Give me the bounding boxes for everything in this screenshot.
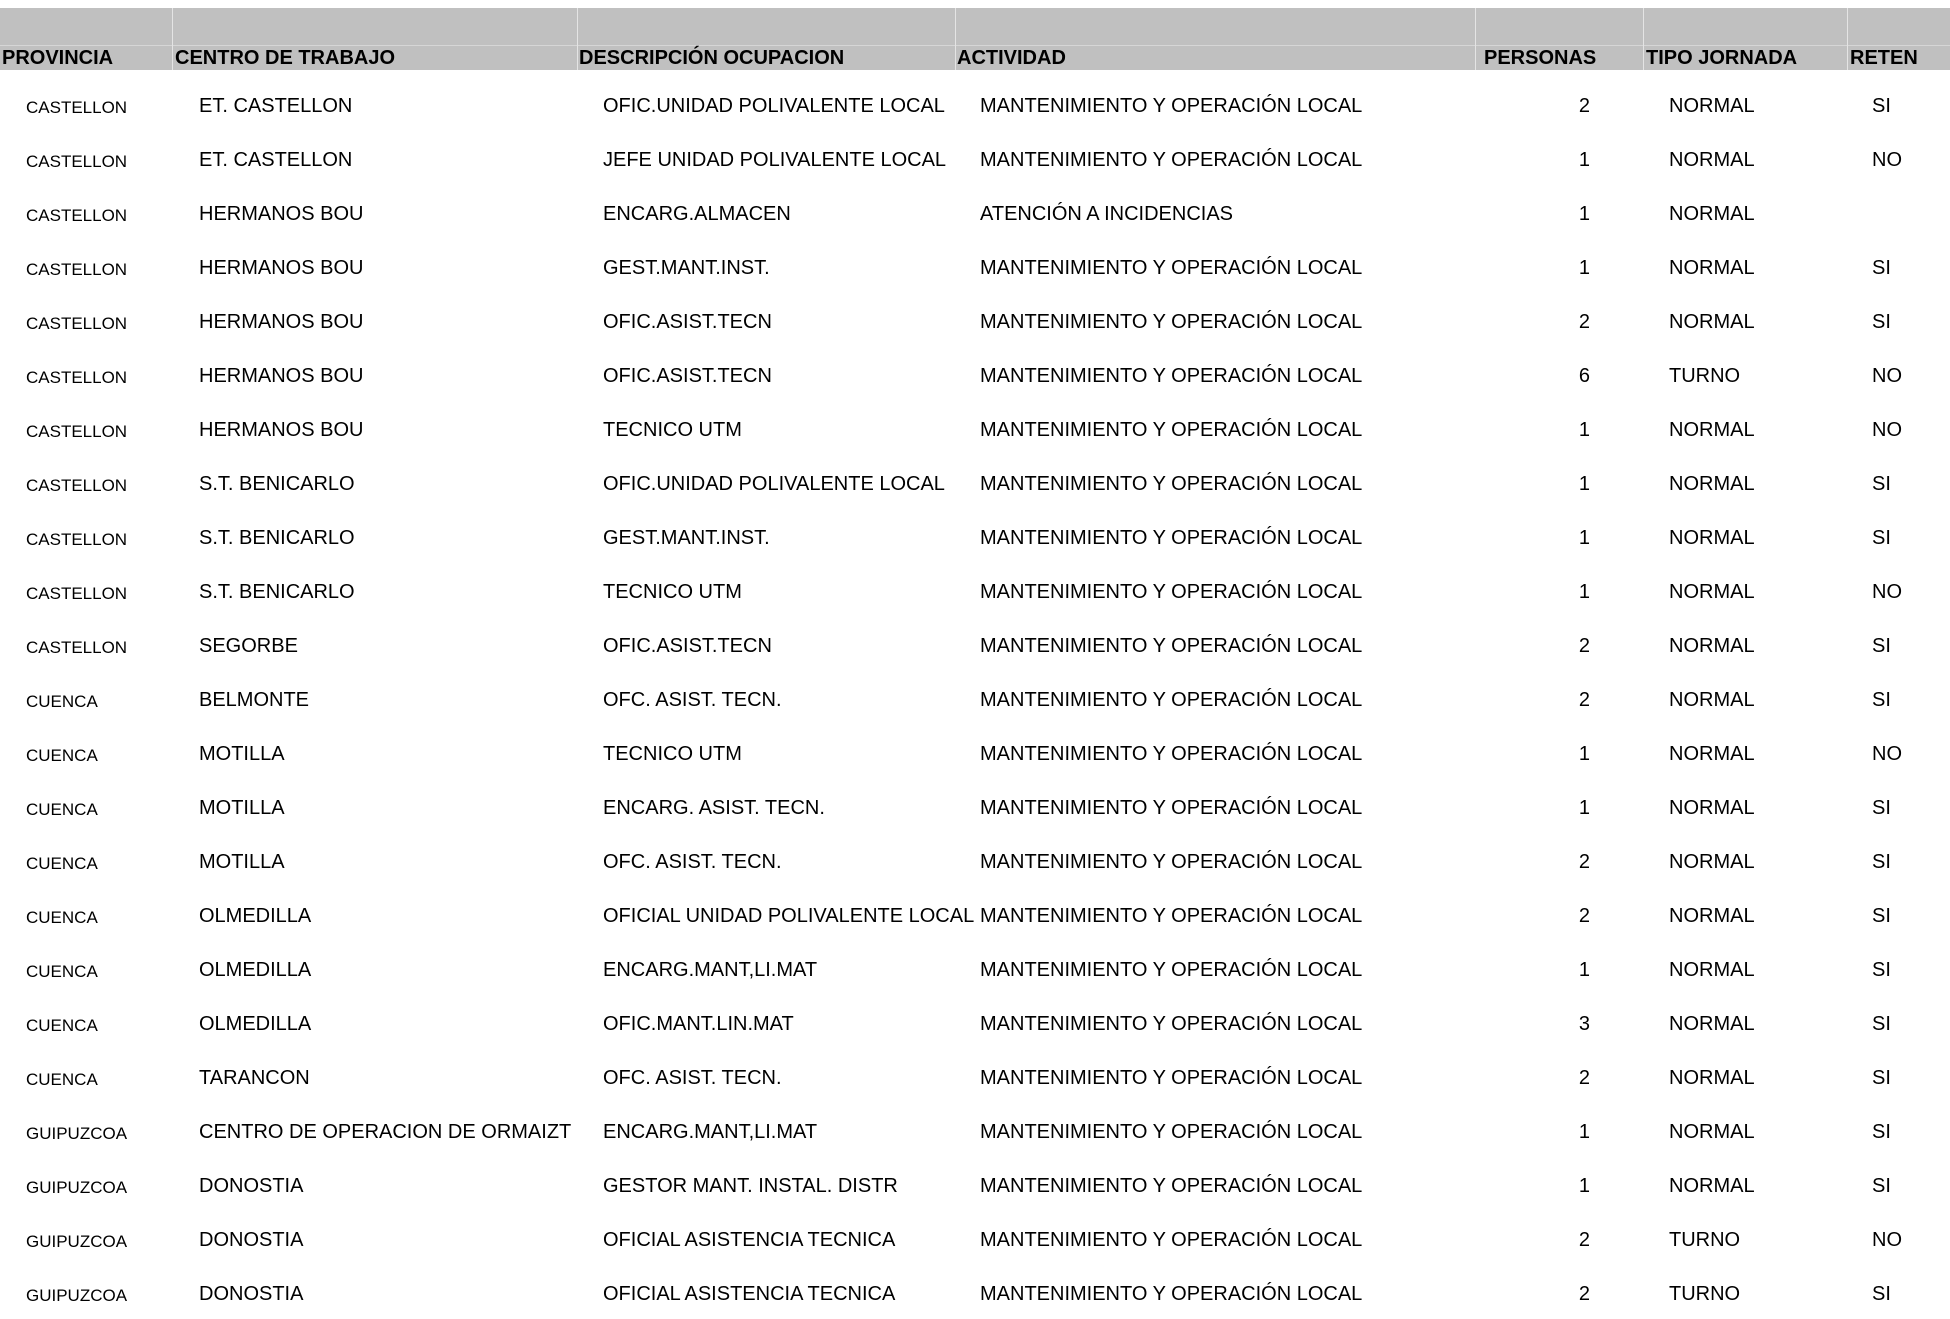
table-row: [0, 619, 1950, 673]
column-divider: [577, 8, 578, 70]
cell-actividad[interactable]: MANTENIMIENTO Y OPERACIÓN LOCAL: [980, 418, 1363, 441]
cell-personas[interactable]: 1: [1578, 742, 1590, 765]
cell-reten[interactable]: SI: [1872, 1282, 1891, 1305]
cell-reten[interactable]: SI: [1872, 256, 1891, 279]
cell-actividad[interactable]: MANTENIMIENTO Y OPERACIÓN LOCAL: [980, 958, 1363, 981]
cell-actividad[interactable]: MANTENIMIENTO Y OPERACIÓN LOCAL: [980, 1120, 1363, 1143]
cell-descripcion-ocupacion[interactable]: GESTOR MANT. INSTAL. DISTR: [603, 1175, 898, 1197]
cell-descripcion-ocupacion[interactable]: OFICIAL UNIDAD POLIVALENTE LOCAL: [603, 905, 975, 927]
cell-provincia[interactable]: CASTELLON: [26, 259, 128, 279]
cell-descripcion-ocupacion[interactable]: JEFE UNIDAD POLIVALENTE LOCAL: [603, 149, 947, 171]
cell-tipo-jornada[interactable]: NORMAL: [1669, 796, 1755, 819]
cell-tipo-jornada[interactable]: NORMAL: [1669, 1174, 1755, 1197]
cell-reten[interactable]: NO: [1872, 364, 1902, 387]
cell-personas[interactable]: 2: [1578, 1228, 1590, 1251]
cell-descripcion-ocupacion[interactable]: TECNICO UTM: [603, 743, 742, 765]
cell-centro-de-trabajo[interactable]: DONOSTIA: [199, 1282, 304, 1305]
cell-descripcion-ocupacion[interactable]: OFC. ASIST. TECN.: [603, 851, 782, 873]
column-divider: [955, 8, 956, 70]
cell-personas[interactable]: 2: [1578, 904, 1590, 927]
table-row: [0, 403, 1950, 457]
table-row: [0, 1159, 1950, 1213]
cell-reten[interactable]: NO: [1872, 418, 1902, 441]
cell-actividad[interactable]: MANTENIMIENTO Y OPERACIÓN LOCAL: [980, 1228, 1363, 1251]
cell-provincia[interactable]: CASTELLON: [26, 313, 128, 333]
cell-actividad[interactable]: MANTENIMIENTO Y OPERACIÓN LOCAL: [980, 472, 1363, 495]
cell-provincia[interactable]: CASTELLON: [26, 97, 128, 117]
cell-centro-de-trabajo[interactable]: HERMANOS BOU: [199, 256, 364, 279]
table-row: [0, 997, 1950, 1051]
cell-centro-de-trabajo[interactable]: HERMANOS BOU: [199, 310, 364, 333]
table-row: [0, 349, 1950, 403]
table-row: [0, 187, 1950, 241]
table-row: [0, 835, 1950, 889]
cell-centro-de-trabajo[interactable]: DONOSTIA: [199, 1174, 304, 1197]
cell-descripcion-ocupacion[interactable]: OFIC.UNIDAD POLIVALENTE LOCAL: [603, 473, 945, 495]
cell-personas[interactable]: 1: [1578, 418, 1590, 441]
table-row: [0, 79, 1950, 133]
cell-reten[interactable]: SI: [1872, 1174, 1891, 1197]
cell-provincia[interactable]: GUIPUZCOA: [26, 1231, 128, 1251]
cell-actividad[interactable]: MANTENIMIENTO Y OPERACIÓN LOCAL: [980, 1282, 1363, 1305]
cell-descripcion-ocupacion[interactable]: GEST.MANT.INST.: [603, 257, 770, 279]
cell-centro-de-trabajo[interactable]: OLMEDILLA: [199, 1012, 312, 1035]
cell-descripcion-ocupacion[interactable]: OFC. ASIST. TECN.: [603, 1067, 782, 1089]
cell-reten[interactable]: SI: [1872, 472, 1891, 495]
cell-provincia[interactable]: CASTELLON: [26, 205, 128, 225]
cell-provincia[interactable]: CASTELLON: [26, 529, 128, 549]
table-row: [0, 133, 1950, 187]
cell-provincia[interactable]: CUENCA: [26, 691, 98, 711]
cell-reten[interactable]: NO: [1872, 580, 1902, 603]
cell-descripcion-ocupacion[interactable]: GEST.MANT.INST.: [603, 527, 770, 549]
cell-descripcion-ocupacion[interactable]: OFIC.ASIST.TECN: [603, 311, 772, 333]
header-tipo-jornada[interactable]: TIPO JORNADA: [1646, 47, 1798, 69]
cell-descripcion-ocupacion[interactable]: TECNICO UTM: [603, 419, 742, 441]
cell-centro-de-trabajo[interactable]: HERMANOS BOU: [199, 202, 364, 225]
cell-personas[interactable]: 2: [1578, 850, 1590, 873]
cell-centro-de-trabajo[interactable]: HERMANOS BOU: [199, 364, 364, 387]
cell-actividad[interactable]: MANTENIMIENTO Y OPERACIÓN LOCAL: [980, 364, 1363, 387]
cell-centro-de-trabajo[interactable]: S.T. BENICARLO: [199, 580, 355, 603]
cell-provincia[interactable]: CUENCA: [26, 961, 98, 981]
cell-reten[interactable]: SI: [1872, 1120, 1891, 1143]
cell-reten[interactable]: NO: [1872, 148, 1902, 171]
cell-centro-de-trabajo[interactable]: OLMEDILLA: [199, 904, 312, 927]
cell-reten[interactable]: SI: [1872, 688, 1891, 711]
header-gridline: [0, 45, 1950, 46]
cell-actividad[interactable]: MANTENIMIENTO Y OPERACIÓN LOCAL: [980, 1012, 1363, 1035]
cell-tipo-jornada[interactable]: NORMAL: [1669, 418, 1755, 441]
cell-reten[interactable]: SI: [1872, 526, 1891, 549]
cell-reten[interactable]: SI: [1872, 1012, 1891, 1035]
column-divider: [1847, 8, 1848, 70]
cell-reten[interactable]: NO: [1872, 1228, 1902, 1251]
cell-reten[interactable]: SI: [1872, 850, 1891, 873]
cell-personas[interactable]: 1: [1578, 1120, 1590, 1143]
cell-tipo-jornada[interactable]: NORMAL: [1669, 256, 1755, 279]
cell-personas[interactable]: 2: [1578, 688, 1590, 711]
table-row: [0, 781, 1950, 835]
cell-actividad[interactable]: MANTENIMIENTO Y OPERACIÓN LOCAL: [980, 148, 1363, 171]
cell-tipo-jornada[interactable]: TURNO: [1669, 1228, 1741, 1251]
cell-personas[interactable]: 1: [1578, 256, 1590, 279]
cell-centro-de-trabajo[interactable]: TARANCON: [199, 1066, 310, 1089]
cell-descripcion-ocupacion[interactable]: ENCARG.MANT,LI.MAT: [603, 959, 818, 981]
column-divider: [1475, 8, 1476, 70]
cell-personas[interactable]: 2: [1578, 94, 1590, 117]
cell-centro-de-trabajo[interactable]: BELMONTE: [199, 688, 310, 711]
cell-centro-de-trabajo[interactable]: SEGORBE: [199, 634, 298, 657]
header-centro-de-trabajo[interactable]: CENTRO DE TRABAJO: [175, 47, 396, 69]
cell-actividad[interactable]: MANTENIMIENTO Y OPERACIÓN LOCAL: [980, 256, 1363, 279]
cell-descripcion-ocupacion[interactable]: OFIC.MANT.LIN.MAT: [603, 1013, 794, 1035]
cell-actividad[interactable]: MANTENIMIENTO Y OPERACIÓN LOCAL: [980, 742, 1363, 765]
cell-centro-de-trabajo[interactable]: DONOSTIA: [199, 1228, 304, 1251]
cell-provincia[interactable]: CUENCA: [26, 1015, 98, 1035]
cell-tipo-jornada[interactable]: NORMAL: [1669, 904, 1755, 927]
cell-reten[interactable]: SI: [1872, 796, 1891, 819]
table-row: [0, 1051, 1950, 1105]
cell-personas[interactable]: 3: [1578, 1012, 1590, 1035]
cell-tipo-jornada[interactable]: NORMAL: [1669, 202, 1755, 225]
cell-provincia[interactable]: CUENCA: [26, 745, 98, 765]
cell-tipo-jornada[interactable]: NORMAL: [1669, 580, 1755, 603]
cell-provincia[interactable]: GUIPUZCOA: [26, 1285, 128, 1305]
cell-tipo-jornada[interactable]: TURNO: [1669, 1282, 1741, 1305]
header-personas[interactable]: PERSONAS: [1484, 47, 1597, 69]
cell-provincia[interactable]: CASTELLON: [26, 583, 128, 603]
cell-tipo-jornada[interactable]: NORMAL: [1669, 742, 1755, 765]
cell-actividad[interactable]: ATENCIÓN A INCIDENCIAS: [980, 202, 1234, 225]
cell-actividad[interactable]: MANTENIMIENTO Y OPERACIÓN LOCAL: [980, 526, 1363, 549]
table-row: [0, 511, 1950, 565]
cell-tipo-jornada[interactable]: NORMAL: [1669, 1066, 1755, 1089]
cell-descripcion-ocupacion[interactable]: OFC. ASIST. TECN.: [603, 689, 782, 711]
cell-tipo-jornada[interactable]: NORMAL: [1669, 472, 1755, 495]
cell-actividad[interactable]: MANTENIMIENTO Y OPERACIÓN LOCAL: [980, 1174, 1363, 1197]
cell-tipo-jornada[interactable]: TURNO: [1669, 364, 1741, 387]
cell-provincia[interactable]: CUENCA: [26, 853, 98, 873]
cell-descripcion-ocupacion[interactable]: ENCARG.ALMACEN: [603, 203, 791, 225]
cell-personas[interactable]: 1: [1578, 796, 1590, 819]
cell-actividad[interactable]: MANTENIMIENTO Y OPERACIÓN LOCAL: [980, 796, 1363, 819]
cell-centro-de-trabajo[interactable]: MOTILLA: [199, 796, 285, 819]
cell-tipo-jornada[interactable]: NORMAL: [1669, 850, 1755, 873]
table-row: [0, 889, 1950, 943]
table-body: [0, 79, 1950, 1319]
cell-centro-de-trabajo[interactable]: S.T. BENICARLO: [199, 526, 355, 549]
cell-reten[interactable]: NO: [1872, 742, 1902, 765]
table-row: [0, 727, 1950, 781]
header-reten[interactable]: RETEN: [1850, 47, 1918, 69]
table-row: [0, 457, 1950, 511]
cell-descripcion-ocupacion[interactable]: OFIC.UNIDAD POLIVALENTE LOCAL: [603, 95, 945, 117]
cell-reten[interactable]: SI: [1872, 94, 1891, 117]
cell-tipo-jornada[interactable]: NORMAL: [1669, 148, 1755, 171]
header-provincia[interactable]: PROVINCIA: [2, 47, 114, 69]
cell-provincia[interactable]: GUIPUZCOA: [26, 1123, 128, 1143]
cell-actividad[interactable]: MANTENIMIENTO Y OPERACIÓN LOCAL: [980, 634, 1363, 657]
cell-descripcion-ocupacion[interactable]: OFIC.ASIST.TECN: [603, 635, 772, 657]
cell-actividad[interactable]: MANTENIMIENTO Y OPERACIÓN LOCAL: [980, 580, 1363, 603]
cell-tipo-jornada[interactable]: NORMAL: [1669, 958, 1755, 981]
cell-descripcion-ocupacion[interactable]: OFICIAL ASISTENCIA TECNICA: [603, 1283, 896, 1305]
cell-personas[interactable]: 1: [1578, 472, 1590, 495]
table-row: [0, 295, 1950, 349]
cell-personas[interactable]: 1: [1578, 526, 1590, 549]
cell-tipo-jornada[interactable]: NORMAL: [1669, 1012, 1755, 1035]
column-divider: [1643, 8, 1644, 70]
cell-provincia[interactable]: CUENCA: [26, 907, 98, 927]
cell-personas[interactable]: 2: [1578, 310, 1590, 333]
cell-tipo-jornada[interactable]: NORMAL: [1669, 634, 1755, 657]
cell-personas[interactable]: 1: [1578, 202, 1590, 225]
cell-provincia[interactable]: CASTELLON: [26, 637, 128, 657]
cell-tipo-jornada[interactable]: NORMAL: [1669, 1120, 1755, 1143]
cell-provincia[interactable]: CASTELLON: [26, 421, 128, 441]
cell-provincia[interactable]: CASTELLON: [26, 475, 128, 495]
table-row: [0, 1105, 1950, 1159]
cell-actividad[interactable]: MANTENIMIENTO Y OPERACIÓN LOCAL: [980, 310, 1363, 333]
cell-descripcion-ocupacion[interactable]: TECNICO UTM: [603, 581, 742, 603]
cell-personas[interactable]: 2: [1578, 1066, 1590, 1089]
cell-actividad[interactable]: MANTENIMIENTO Y OPERACIÓN LOCAL: [980, 688, 1363, 711]
table-row: [0, 673, 1950, 727]
cell-actividad[interactable]: MANTENIMIENTO Y OPERACIÓN LOCAL: [980, 850, 1363, 873]
table-row: [0, 1213, 1950, 1267]
cell-descripcion-ocupacion[interactable]: ENCARG. ASIST. TECN.: [603, 797, 825, 819]
column-divider: [172, 8, 173, 70]
cell-centro-de-trabajo[interactable]: S.T. BENICARLO: [199, 472, 355, 495]
cell-personas[interactable]: 6: [1578, 364, 1590, 387]
cell-reten[interactable]: SI: [1872, 958, 1891, 981]
cell-tipo-jornada[interactable]: NORMAL: [1669, 94, 1755, 117]
cell-provincia[interactable]: CUENCA: [26, 799, 98, 819]
cell-descripcion-ocupacion[interactable]: OFIC.ASIST.TECN: [603, 365, 772, 387]
cell-reten[interactable]: SI: [1872, 1066, 1891, 1089]
cell-provincia[interactable]: CUENCA: [26, 1069, 98, 1089]
table-row: [0, 1267, 1950, 1319]
cell-centro-de-trabajo[interactable]: MOTILLA: [199, 742, 285, 765]
cell-centro-de-trabajo[interactable]: HERMANOS BOU: [199, 418, 364, 441]
cell-reten[interactable]: SI: [1872, 310, 1891, 333]
cell-tipo-jornada[interactable]: NORMAL: [1669, 526, 1755, 549]
cell-descripcion-ocupacion[interactable]: OFICIAL ASISTENCIA TECNICA: [603, 1229, 896, 1251]
cell-personas[interactable]: 1: [1578, 580, 1590, 603]
header-actividad[interactable]: ACTIVIDAD: [957, 47, 1066, 69]
cell-tipo-jornada[interactable]: NORMAL: [1669, 310, 1755, 333]
table-row: [0, 241, 1950, 295]
cell-personas[interactable]: 1: [1578, 148, 1590, 171]
cell-centro-de-trabajo[interactable]: ET. CASTELLON: [199, 148, 353, 171]
cell-centro-de-trabajo[interactable]: MOTILLA: [199, 850, 285, 873]
cell-personas[interactable]: 2: [1578, 634, 1590, 657]
cell-descripcion-ocupacion[interactable]: ENCARG.MANT,LI.MAT: [603, 1121, 818, 1143]
cell-reten[interactable]: SI: [1872, 904, 1891, 927]
cell-actividad[interactable]: MANTENIMIENTO Y OPERACIÓN LOCAL: [980, 94, 1363, 117]
cell-actividad[interactable]: MANTENIMIENTO Y OPERACIÓN LOCAL: [980, 904, 1363, 927]
cell-personas[interactable]: 1: [1578, 1174, 1590, 1197]
cell-provincia[interactable]: GUIPUZCOA: [26, 1177, 128, 1197]
cell-provincia[interactable]: CASTELLON: [26, 367, 128, 387]
cell-centro-de-trabajo[interactable]: OLMEDILLA: [199, 958, 312, 981]
table-row: [0, 943, 1950, 997]
cell-centro-de-trabajo[interactable]: ET. CASTELLON: [199, 94, 353, 117]
cell-tipo-jornada[interactable]: NORMAL: [1669, 688, 1755, 711]
table-row: [0, 565, 1950, 619]
cell-actividad[interactable]: MANTENIMIENTO Y OPERACIÓN LOCAL: [980, 1066, 1363, 1089]
cell-personas[interactable]: 2: [1578, 1282, 1590, 1305]
cell-personas[interactable]: 1: [1578, 958, 1590, 981]
cell-reten[interactable]: SI: [1872, 634, 1891, 657]
header-descripcion-ocupacion[interactable]: DESCRIPCIÓN OCUPACION: [579, 47, 845, 69]
cell-centro-de-trabajo[interactable]: CENTRO DE OPERACION DE ORMAIZT: [199, 1120, 572, 1143]
cell-provincia[interactable]: CASTELLON: [26, 151, 128, 171]
